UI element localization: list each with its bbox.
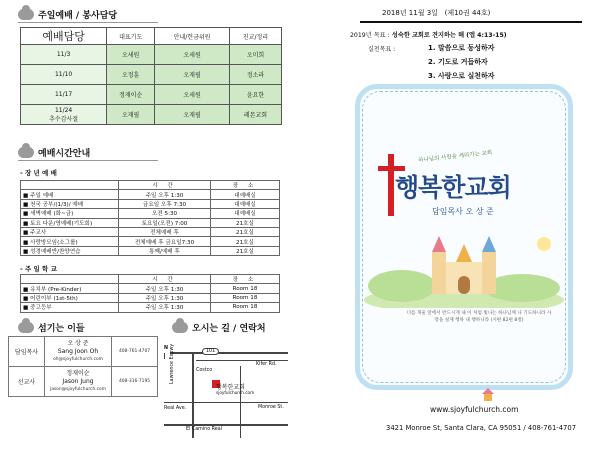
table-row xyxy=(21,227,280,236)
table-row xyxy=(9,367,158,397)
duty-prayer: 오세원 xyxy=(107,45,155,65)
school-service-table xyxy=(20,274,280,313)
table-row xyxy=(21,45,282,65)
el-camino-label: El Camino Real xyxy=(186,427,223,432)
north-arrow-icon xyxy=(164,353,165,359)
service-time: 전체예배 후 금요일7:30 xyxy=(119,237,211,246)
north-label: N xyxy=(164,346,169,351)
pastor-name: 담임목사 오 상 준 xyxy=(432,207,494,216)
table-row xyxy=(21,293,280,302)
table-row xyxy=(21,85,282,105)
duty-usher: 오세원 xyxy=(155,45,230,65)
service-name: ■ 유치부 (Pre-Kinder) xyxy=(21,284,119,293)
services-section-title: 예배시간안내 xyxy=(38,149,91,159)
costco-label: Costco xyxy=(196,368,213,373)
cloud-icon xyxy=(18,147,34,158)
duty-fellowship: 오미희 xyxy=(230,45,282,65)
staff-name: 정재이순 xyxy=(66,369,90,377)
practice-label: 실천목표 : xyxy=(368,46,396,53)
goal-text: 성숙한 교회로 견지하는 해 (엡 4:13-15) xyxy=(391,32,507,39)
service-place: 대예배실 xyxy=(211,209,280,218)
real-ave-label: Real Ave. xyxy=(164,406,187,411)
church-address: 3421 Monroe St, Santa Clara, CA 95051 / 408-761-4707 xyxy=(386,424,577,432)
map-church-label: 행복한교회 xyxy=(216,384,245,391)
bulletin-date: 2018년 11월 3일 xyxy=(382,9,438,17)
duty-prayer: 오정훈 xyxy=(107,65,155,85)
table-row xyxy=(21,65,282,85)
highway-line xyxy=(170,352,288,354)
service-name: ■ 주일 예배 xyxy=(21,190,119,199)
service-name: ■ 천국 공부/(1/3)/ 예배 xyxy=(21,199,119,208)
service-name: ■ 토요 다운/영예배(기도회) xyxy=(21,218,119,227)
services-section-header xyxy=(18,146,90,159)
table-row xyxy=(21,105,282,125)
bulletin-left-panel xyxy=(0,0,296,452)
duty-date: 11/24 xyxy=(54,106,73,114)
table-row xyxy=(21,303,280,312)
duty-date: 11/17 xyxy=(21,85,107,105)
duty-header: 예배담당 xyxy=(21,28,107,45)
staff-section-header xyxy=(18,321,85,334)
duty-date: 11/10 xyxy=(21,65,107,85)
staff-name-en: Jason Jung xyxy=(62,377,94,385)
service-place: 21호실 xyxy=(211,227,280,236)
service-place: Room 18 xyxy=(211,303,280,312)
church-website[interactable]: www.sjoyfulchurch.com xyxy=(430,405,519,414)
service-header: 시 간 xyxy=(119,181,211,190)
duty-date: 11/3 xyxy=(21,45,107,65)
duty-section-header xyxy=(18,8,117,21)
table-row xyxy=(21,284,280,293)
practice-item: 3. 사랑으로 실천하자 xyxy=(428,72,495,80)
service-place: 대예배실 xyxy=(211,190,280,199)
staff-email: oh@sjoyfulchurch.com xyxy=(53,356,103,362)
bulletin-cover-panel xyxy=(300,0,600,452)
divider xyxy=(18,160,158,161)
service-time: 주일 오후 1:30 xyxy=(119,190,211,199)
staff-name-cell xyxy=(45,367,112,397)
staff-role: 담임목사 xyxy=(9,337,45,367)
service-name: ■ 중고등부 xyxy=(21,303,119,312)
cloud-icon xyxy=(172,322,188,333)
table-row xyxy=(21,218,280,227)
kifer-road-line xyxy=(196,360,288,361)
service-place: 21호실 xyxy=(211,246,280,255)
service-name: ■ 사랑방모임(소그룹) xyxy=(21,237,119,246)
school-service-label: - 주 일 학 교 xyxy=(20,265,57,273)
staff-phone: 408-761-4707 xyxy=(112,337,158,367)
staff-section-title: 섬기는 이들 xyxy=(38,324,85,334)
map-church-web: sjoyfulchurch.com xyxy=(216,390,255,395)
service-header: 시 간 xyxy=(119,275,211,284)
adult-service-label: - 장 년 예 배 xyxy=(20,169,57,177)
service-time: 주일 오후 1:30 xyxy=(119,293,211,302)
service-time: 토요일(오전) 7:00 xyxy=(119,218,211,227)
service-place: 대예배실 xyxy=(211,199,280,208)
service-time: 통째/예배 후 xyxy=(119,246,211,255)
service-time: 금요일 오후 7:30 xyxy=(119,199,211,208)
table-row xyxy=(21,237,280,246)
staff-name-en: Sang Joon Oh xyxy=(57,347,99,355)
service-time: 오전 5:30 xyxy=(119,209,211,218)
table-row xyxy=(21,199,280,208)
duty-date-note: 추수감사절 xyxy=(49,115,79,123)
service-place: Room 18 xyxy=(211,284,280,293)
table-row xyxy=(21,246,280,255)
monroe-st-label: Monroe St. xyxy=(258,405,284,410)
duty-prayer: 정재이순 xyxy=(107,85,155,105)
directions-map xyxy=(162,344,292,440)
staff-table xyxy=(8,336,158,397)
goal-label: 2019년 목표 : xyxy=(350,32,390,39)
service-place: 21호실 xyxy=(211,237,280,246)
service-header: 장 소 xyxy=(211,181,280,190)
duty-usher: 오세원 xyxy=(155,85,230,105)
table-row xyxy=(21,209,280,218)
bulletin-date-line xyxy=(382,8,490,18)
duty-header: 친교/정리 xyxy=(230,28,282,45)
service-name: ■ 성경예배반/찬양연습 xyxy=(21,246,119,255)
service-name: ■ 새벽예배 (화~금) xyxy=(21,209,119,218)
practice-item: 2. 기도로 거듭하자 xyxy=(428,58,488,66)
bulletin-volume: (제10권 44호) xyxy=(444,9,491,17)
church-slogan: 하나님의 사랑을 세워가는 교회 xyxy=(417,150,493,164)
house-logo-icon xyxy=(480,386,496,402)
yearly-goal xyxy=(350,30,507,39)
duty-fellowship: 윤요한 xyxy=(230,85,282,105)
kifer-road-label: Kifer Rd. xyxy=(256,362,277,367)
table-row xyxy=(9,337,158,367)
duty-fellowship: 정소라 xyxy=(230,65,282,85)
service-time: 주일 오후 1:30 xyxy=(119,303,211,312)
duty-fellowship: 레몬교회 xyxy=(230,105,282,125)
service-time: 전체예배 후 xyxy=(119,227,211,236)
directions-section-header xyxy=(172,321,266,334)
cover-verse: 너를 개울 앞에서 반드시게 내 이 처럼 빛나는 하나님께 나 기도하니라 사랑을 실제 행하 내 행하니라 (시편 82편 8절) xyxy=(406,311,552,323)
staff-name: 오 상 준 xyxy=(67,339,89,347)
service-time: 주일 오후 1:30 xyxy=(119,284,211,293)
table-row xyxy=(21,190,280,199)
monroe-st-line xyxy=(164,402,288,403)
staff-name-cell xyxy=(45,337,112,367)
service-header xyxy=(21,275,119,284)
service-place: 21호실 xyxy=(211,218,280,227)
staff-phone: 408-316-7195 xyxy=(112,367,158,397)
service-name: ■ 주교사 xyxy=(21,227,119,236)
service-header: 장 소 xyxy=(211,275,280,284)
staff-role: 선교사 xyxy=(9,367,45,397)
duty-date-cell xyxy=(21,105,107,125)
divider xyxy=(18,22,158,23)
service-header xyxy=(21,181,119,190)
header-rule xyxy=(360,21,582,23)
highway-label: 101 xyxy=(202,348,219,355)
castle-illustration xyxy=(362,228,566,308)
duty-usher: 오재필 xyxy=(155,105,230,125)
lawrence-expwy-label: Lawrence Expwy xyxy=(170,343,175,384)
service-name: ■ 어린이부 (1st-5th) xyxy=(21,293,119,302)
cross-icon xyxy=(388,154,394,216)
cloud-icon xyxy=(18,322,34,333)
duty-usher: 오재필 xyxy=(155,65,230,85)
practice-item: 1. 말씀으로 동성하자 xyxy=(428,44,495,52)
duty-header: 대표기도 xyxy=(107,28,155,45)
staff-email: jason@sjoyfulchurch.com xyxy=(49,386,107,392)
cloud-icon xyxy=(18,9,34,20)
duty-table xyxy=(20,27,282,125)
directions-section-title: 오시는 길 / 연락처 xyxy=(192,324,266,334)
duty-section-title: 주일예배 / 봉사담당 xyxy=(38,11,118,21)
adult-service-table xyxy=(20,180,280,256)
duty-header: 안내/헌금위원 xyxy=(155,28,230,45)
service-place: Room 18 xyxy=(211,293,280,302)
church-name: 행복한교회 xyxy=(395,173,511,202)
el-camino-line xyxy=(164,424,288,426)
duty-prayer: 오재필 xyxy=(107,105,155,125)
